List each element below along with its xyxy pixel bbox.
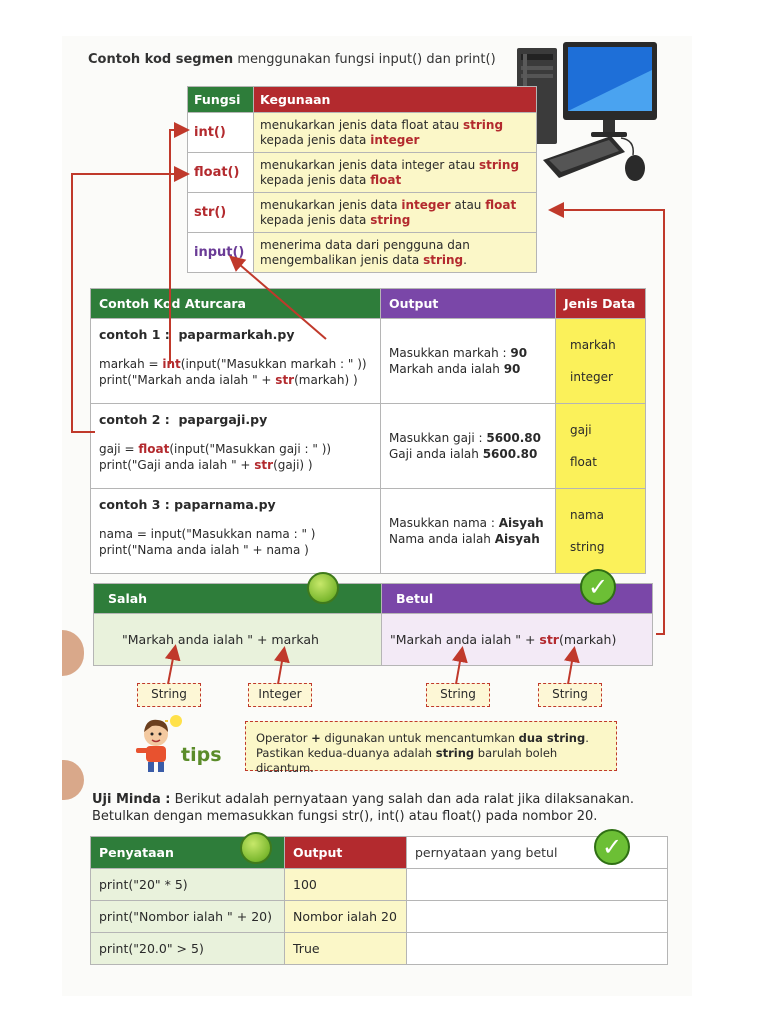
tips-box: Operator + digunakan untuk mencantumkan dua string. Pastikan kedua-duanya adalah string barulah boleh dicantum.: [245, 721, 617, 771]
header-code: Contoh Kod Aturcara: [91, 289, 381, 319]
function-name: float(): [188, 153, 254, 193]
header-output: Output: [285, 837, 407, 869]
quiz-table: [90, 836, 668, 965]
statement-cell: print("Nombor ialah " + 20): [91, 901, 285, 933]
type-label: String: [426, 683, 490, 707]
table-row: [91, 933, 668, 965]
tips-title: tips: [181, 744, 222, 766]
table-row: [91, 489, 646, 574]
function-name: input(): [188, 233, 254, 273]
output-cell: Masukkan gaji : 5600.80 Gaji anda ialah 5600.80: [381, 404, 556, 489]
table-row: [94, 614, 653, 666]
header-kegunaan: Kegunaan: [254, 87, 537, 113]
kid-with-lightbulb: [134, 712, 184, 774]
table-row: [91, 319, 646, 404]
table-row: [91, 901, 668, 933]
function-description: menukarkan jenis data integer atau string kepada jenis data float: [254, 153, 537, 193]
type-label: Integer: [248, 683, 312, 707]
answer-cell[interactable]: [407, 901, 668, 933]
header-betul: Betul: [382, 584, 653, 614]
section-heading: Contoh kod segmen menggunakan fungsi input() dan print(): [88, 52, 496, 67]
header-data-type: Jenis Data: [556, 289, 646, 319]
code-cell: contoh 1 : paparmarkah.py markah = int(input("Masukkan markah : " )) print("Markah anda ialah " + str(markah) ): [91, 319, 381, 404]
data-type-cell: nama string: [556, 489, 646, 574]
statement-cell: print("20.0" > 5): [91, 933, 285, 965]
wrong-statement: "Markah anda ialah " + markah: [94, 614, 382, 666]
compare-table: [93, 583, 653, 666]
code-cell: contoh 2 : papargaji.py gaji = float(input("Masukkan gaji : " )) print("Gaji anda ialah " + str(gaji) ): [91, 404, 381, 489]
green-circle-icon: [240, 832, 272, 864]
data-type-cell: gaji float: [556, 404, 646, 489]
data-type-cell: markah integer: [556, 319, 646, 404]
function-description: menukarkan jenis data float atau string kepada jenis data integer: [254, 113, 537, 153]
type-label: String: [538, 683, 602, 707]
function-name: str(): [188, 193, 254, 233]
table-row: [91, 404, 646, 489]
answer-cell[interactable]: [407, 869, 668, 901]
table-row: [188, 193, 537, 233]
correct-statement: "Markah anda ialah " + str(markah): [382, 614, 653, 666]
output-cell: Masukkan markah : 90 Markah anda ialah 90: [381, 319, 556, 404]
table-row: [91, 869, 668, 901]
answer-cell[interactable]: [407, 933, 668, 965]
computer-illustration: [515, 40, 665, 188]
output-cell: 100: [285, 869, 407, 901]
function-description: menerima data dari pengguna dan mengembalikan jenis data string.: [254, 233, 537, 273]
statement-cell: print("20" * 5): [91, 869, 285, 901]
type-label: String: [137, 683, 201, 707]
check-icon: ✓: [594, 829, 630, 865]
table-row: [188, 113, 537, 153]
header-salah: Salah: [94, 584, 382, 614]
function-description: menukarkan jenis data integer atau float kepada jenis data string: [254, 193, 537, 233]
output-cell: Masukkan nama : Aisyah Nama anda ialah Aisyah: [381, 489, 556, 574]
table-row: [188, 153, 537, 193]
examples-table: [90, 288, 646, 574]
exercise-instructions: Uji Minda : Berikut adalah pernyataan yang salah dan ada ralat jika dilaksanakan. Betulkan dengan memasukkan fungsi str(), int() atau float() pada nombor 20.: [92, 792, 635, 824]
header-output: Output: [381, 289, 556, 319]
code-cell: contoh 3 : paparnama.py nama = input("Masukkan nama : " ) print("Nama anda ialah " + nama ): [91, 489, 381, 574]
check-icon: ✓: [580, 569, 616, 605]
functions-table: [187, 86, 537, 273]
green-circle-icon: [307, 572, 339, 604]
function-name: int(): [188, 113, 254, 153]
output-cell: True: [285, 933, 407, 965]
table-row: [188, 233, 537, 273]
output-cell: Nombor ialah 20: [285, 901, 407, 933]
header-fungsi: Fungsi: [188, 87, 254, 113]
header-penyataan: Penyataan: [91, 837, 285, 869]
header-correct-statement: pernyataan yang betul: [407, 837, 668, 869]
